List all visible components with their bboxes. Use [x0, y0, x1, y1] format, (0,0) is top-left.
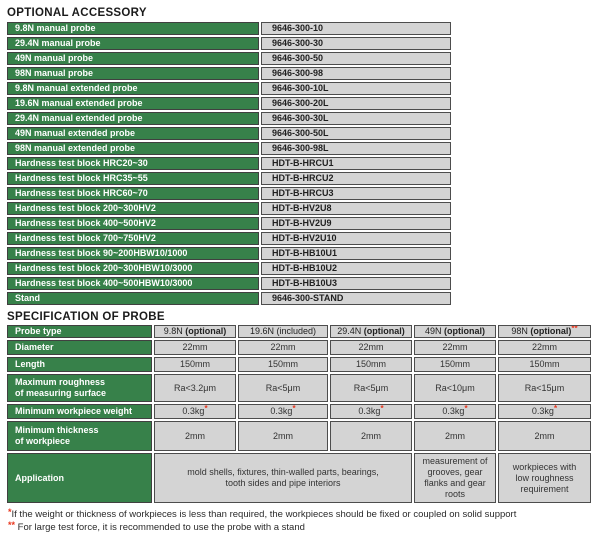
spec-value: 2mm	[185, 430, 205, 441]
application-49n-text: measurement of grooves, gear flanks and gear roots	[422, 456, 488, 499]
spec-label-line: of measuring surface	[15, 388, 107, 398]
accessory-code-cell: 9646-300-50	[261, 52, 451, 65]
accessory-label-cell: Hardness test block 90~200HBW10/1000	[7, 247, 259, 260]
probe-qualifier: (included)	[276, 326, 317, 336]
spec-value-cell	[238, 374, 328, 402]
spec-value-cell	[330, 404, 412, 419]
accessory-row	[7, 22, 451, 35]
accessory-row	[7, 187, 451, 200]
probe-name: 98N	[511, 326, 531, 336]
spec-row-label-cell	[7, 357, 152, 372]
accessory-code-cell: HDT-B-HRCU2	[261, 172, 451, 185]
double-asterisk-marker: **	[8, 520, 16, 530]
probe-qualifier: (optional)	[185, 326, 227, 336]
spec-row-label-cell: Application	[7, 453, 152, 503]
accessory-row	[7, 127, 451, 140]
spec-value-cell	[498, 404, 591, 419]
spec-label-line: Length	[15, 359, 45, 369]
spec-value-cell	[498, 340, 591, 355]
accessory-code-cell: HDT-B-HV2U9	[261, 217, 451, 230]
spec-column-header-cell	[498, 325, 591, 338]
accessory-label-cell: Hardness test block HRC20~30	[7, 157, 259, 170]
accessory-row	[7, 262, 451, 275]
accessory-label-cell: 98N manual extended probe	[7, 142, 259, 155]
spec-value: 0.3kg	[442, 406, 465, 416]
accessory-row	[7, 277, 451, 290]
spec-value-cell	[154, 374, 236, 402]
spec-row-label-cell: Probe type	[7, 325, 152, 338]
optional-accessory-table	[5, 20, 453, 307]
spec-value: 2mm	[534, 430, 555, 441]
accessory-label-cell: 9.8N manual probe	[7, 22, 259, 35]
accessory-label-cell: 19.6N manual extended probe	[7, 97, 259, 110]
spec-value: 22mm	[442, 342, 468, 352]
application-98n-text: workpieces with low roughness requirement	[512, 461, 577, 494]
spec-value-cell	[498, 421, 591, 451]
spec-value-cell	[498, 357, 591, 372]
probe-name: 29.4N	[337, 326, 364, 336]
accessory-label-cell: 49N manual extended probe	[7, 127, 259, 140]
probe-name: 9.8N	[163, 326, 186, 336]
accessory-label-cell: Hardness test block 700~750HV2	[7, 232, 259, 245]
spec-row	[7, 340, 591, 355]
asterisk-marker: *	[204, 404, 208, 413]
accessory-section-title: OPTIONAL ACCESSORY	[7, 7, 147, 19]
accessory-label-cell: 29.4N manual probe	[7, 37, 259, 50]
accessory-label-cell: Hardness test block 400~500HBW10/3000	[7, 277, 259, 290]
accessory-code-cell: 9646-300-30L	[261, 112, 451, 125]
accessory-code-cell: HDT-B-HV2U8	[261, 202, 451, 215]
spec-value: Ra<15μm	[524, 382, 565, 393]
probe-qualifier: (optional)	[444, 326, 485, 336]
accessory-row	[7, 67, 451, 80]
spec-row	[7, 404, 591, 419]
accessory-row	[7, 232, 451, 245]
accessory-code-cell: 9646-300-30	[261, 37, 451, 50]
spec-value: Ra<5μm	[353, 382, 389, 393]
accessory-code-cell: HDT-B-HB10U1	[261, 247, 451, 260]
accessory-code-cell: 9646-300-20L	[261, 97, 451, 110]
spec-value: 150mm	[179, 359, 210, 369]
probe-qualifier: (optional)	[530, 326, 572, 336]
spec-value-cell	[154, 404, 236, 419]
spec-value: 150mm	[267, 359, 298, 369]
accessory-code-cell: 9646-300-98L	[261, 142, 451, 155]
accessory-label-cell: Hardness test block 200~300HBW10/3000	[7, 262, 259, 275]
spec-label-line: Minimum workpiece weight	[15, 406, 133, 416]
spec-value: 150mm	[355, 359, 386, 369]
spec-column-header-cell	[414, 325, 496, 338]
spec-row-label-cell	[7, 374, 152, 402]
spec-value-cell	[330, 340, 412, 355]
spec-value-cell	[414, 374, 496, 402]
spec-value-cell	[498, 374, 591, 402]
spec-value: 22mm	[358, 342, 384, 352]
accessory-code-cell: HDT-B-HV2U10	[261, 232, 451, 245]
spec-value: 0.3kg	[358, 406, 381, 416]
spec-row-label-cell	[7, 340, 152, 355]
accessory-row	[7, 292, 451, 305]
spec-header-row	[7, 325, 591, 338]
accessory-row	[7, 97, 451, 110]
accessory-code-cell: HDT-B-HRCU1	[261, 157, 451, 170]
spec-section-title: SPECIFICATION OF PROBE	[7, 311, 165, 323]
accessory-code-cell: 9646-300-98	[261, 67, 451, 80]
spec-label-line: Minimum thickness	[15, 425, 99, 435]
accessory-code-cell: 9646-300-10L	[261, 82, 451, 95]
spec-value-cell	[154, 340, 236, 355]
accessory-label-cell: 29.4N manual extended probe	[7, 112, 259, 125]
spec-value-cell	[330, 357, 412, 372]
footnote-weight	[8, 508, 600, 521]
spec-value: 0.3kg	[182, 406, 205, 416]
spec-value-cell	[154, 357, 236, 372]
accessory-row	[7, 202, 451, 215]
spec-value: Ra<5μm	[265, 382, 301, 393]
spec-table-body	[7, 325, 591, 503]
spec-row	[7, 421, 591, 451]
spec-value: 150mm	[529, 359, 560, 369]
spec-value: 0.3kg	[531, 406, 554, 416]
spec-column-header-cell	[154, 325, 236, 338]
accessory-row	[7, 157, 451, 170]
footnote-stars: **	[571, 325, 578, 333]
spec-column-header-cell	[330, 325, 412, 338]
accessory-label-cell: 9.8N manual extended probe	[7, 82, 259, 95]
accessory-row	[7, 37, 451, 50]
accessory-row	[7, 142, 451, 155]
spec-value: 0.3kg	[270, 406, 293, 416]
spec-label-line: of workpiece	[15, 436, 71, 446]
spec-value: 22mm	[270, 342, 296, 352]
accessory-label-cell: Hardness test block 200~300HV2	[7, 202, 259, 215]
spec-row-label-cell	[7, 421, 152, 451]
spec-application-row	[7, 453, 591, 503]
accessory-row	[7, 52, 451, 65]
spec-row	[7, 357, 591, 372]
probe-spec-table	[5, 323, 593, 505]
spec-value: 22mm	[182, 342, 208, 352]
accessory-label-cell: Hardness test block 400~500HV2	[7, 217, 259, 230]
spec-value-cell	[238, 421, 328, 451]
spec-value-cell	[330, 374, 412, 402]
accessory-label-cell: Hardness test block HRC60~70	[7, 187, 259, 200]
spec-value-cell	[238, 404, 328, 419]
accessory-row	[7, 82, 451, 95]
accessory-code-cell: HDT-B-HB10U3	[261, 277, 451, 290]
accessory-code-cell: 9646-300-STAND	[261, 292, 451, 305]
spec-value: 2mm	[361, 430, 381, 441]
asterisk-marker: *	[8, 507, 12, 517]
spec-value-cell	[330, 421, 412, 451]
application-merged-cell	[154, 453, 412, 503]
accessory-code-cell: 9646-300-50L	[261, 127, 451, 140]
accessory-row	[7, 112, 451, 125]
spec-value: 22mm	[531, 342, 557, 352]
accessory-row	[7, 217, 451, 230]
footnote-text: If the weight or thickness of workpieces is less than required, the workpieces should be fixed or coupled on solid support	[11, 509, 517, 520]
spec-value-cell	[414, 421, 496, 451]
spec-column-header-cell	[238, 325, 328, 338]
spec-row-label-cell	[7, 404, 152, 419]
spec-value-cell	[414, 357, 496, 372]
asterisk-marker: *	[553, 404, 558, 413]
asterisk-marker: *	[380, 404, 384, 413]
spec-value-cell	[154, 421, 236, 451]
accessory-label-cell: Hardness test block HRC35~55	[7, 172, 259, 185]
footnote-stand	[8, 521, 600, 534]
spec-value-cell	[238, 340, 328, 355]
asterisk-marker: *	[292, 404, 296, 413]
accessory-label-cell: 98N manual probe	[7, 67, 259, 80]
accessory-row	[7, 247, 451, 260]
probe-name: 19.6N	[249, 326, 277, 336]
accessory-label-cell: 49N manual probe	[7, 52, 259, 65]
spec-value-cell	[238, 357, 328, 372]
footnote-text: For large test force, it is recommended to use the probe with a stand	[15, 522, 305, 533]
spec-label-line: Maximum roughness	[15, 377, 106, 387]
spec-value: 2mm	[445, 430, 465, 441]
application-98n-cell	[498, 453, 591, 503]
application-49n-cell	[414, 453, 496, 503]
accessory-code-cell: 9646-300-10	[261, 22, 451, 35]
probe-name: 49N	[424, 326, 444, 336]
spec-row	[7, 374, 591, 402]
accessory-label-cell: Stand	[7, 292, 259, 305]
accessory-code-cell: HDT-B-HRCU3	[261, 187, 451, 200]
accessory-row	[7, 172, 451, 185]
spec-value: 2mm	[273, 430, 293, 441]
accessory-table-body	[7, 22, 451, 305]
spec-value-cell	[414, 404, 496, 419]
application-merged-text: mold shells, fixtures, thin-walled parts, bearings, tooth sides and pipe interiors	[187, 467, 379, 488]
spec-value-cell	[414, 340, 496, 355]
probe-qualifier: (optional)	[363, 326, 405, 336]
spec-value: Ra<10μm	[435, 382, 475, 393]
spec-label-line: Diameter	[15, 342, 54, 352]
spec-value: 150mm	[439, 359, 470, 369]
asterisk-marker: *	[464, 404, 468, 413]
accessory-code-cell: HDT-B-HB10U2	[261, 262, 451, 275]
spec-value: Ra<3.2μm	[174, 382, 216, 393]
